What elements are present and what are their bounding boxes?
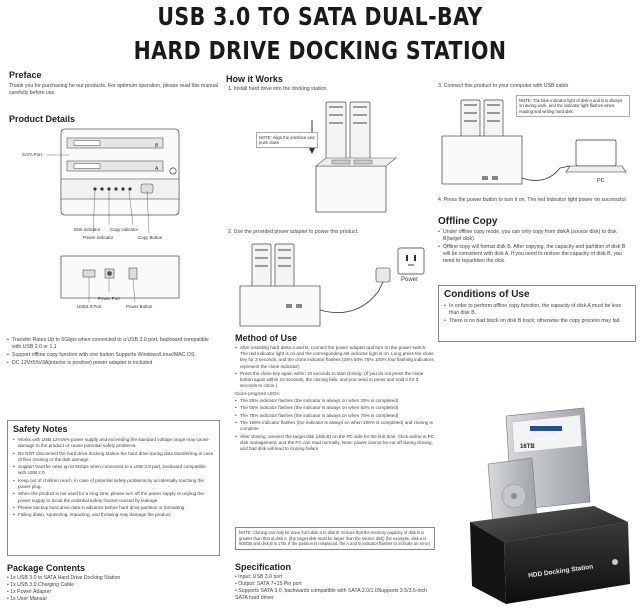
- method-item: • Press the clone key again within 10 seconds to start cloning. (If you do not press the clone button again within 10 seconds, the cloning fails, and you need to press and hold it for 3 seconds to clone.): [235, 371, 435, 390]
- safety-item: • Do NOT disconnect the hard drive docking station the hard drive during data transferring in case of files missing or the disk damage.: [13, 451, 214, 463]
- dock-rear-diagram: [9, 250, 209, 340]
- safety-item: • Keep out of children reach, in case of potential safety problems by accidentally touching the power plug.: [13, 478, 214, 490]
- feature-item: • Support offline copy function with one button Supports Windows/Linux/MAC OS: [7, 352, 219, 359]
- label-power-button: Power Button: [126, 304, 153, 309]
- conditions-item: • There is no bad block on disk B track; otherwise the copy process may fail.: [444, 318, 630, 325]
- safety-item: • Please backup hard drive data in advance before hard drive partition or formatting.: [13, 505, 214, 511]
- safety-item: • Falling down, squeezing, impacting, and throwing may damage the product.: [13, 512, 214, 518]
- title-line-2: HARD DRIVE DOCKING STATION: [133, 36, 507, 65]
- package-item: • 1x Power Adapter: [7, 589, 52, 595]
- package-section: [7, 563, 219, 603]
- step-4-text: 4. Press the power button to turn it on, The red indicator light power on successful: [438, 197, 626, 203]
- dock-label: HDD Docking Station: [527, 563, 594, 580]
- offline-copy-item: • Offline copy will format disk B. After copying, the capacity and partition of disk B will be consistent with disk A. If you need to restore the capacity of disk B, you need to repartition the disk.: [438, 244, 634, 265]
- package-heading: Package Contents: [7, 563, 86, 573]
- label-copy-indicator: Copy indicator: [110, 227, 139, 232]
- preface-text: Thank you for purchasing he our products. For optimum operation, please read this manual carefully before use.: [9, 83, 219, 96]
- product-photo: [444, 382, 636, 612]
- safety-list: [13, 437, 214, 519]
- pc-label: PC: [597, 178, 605, 184]
- hdd-brand: Western Digital: [532, 437, 558, 441]
- product-details-heading: Product Details: [9, 114, 76, 124]
- label-copy-button: Copy Button: [138, 235, 163, 240]
- offline-copy-heading: Offline Copy: [438, 216, 498, 227]
- progress-item: • After cloning, connect the target disk (disk B) on the PC side for the first time. Click online in PC disk management, and the PC can read normally. Note: power cannot be cut off during cloning, and bad disk will lead to cloning failure: [235, 434, 435, 453]
- label-power-indicator: Power indicator: [83, 235, 114, 240]
- step-1-text: 1. Install hard drive into the docking station.: [228, 86, 328, 92]
- safety-notes-box: [7, 420, 220, 556]
- label-power-port: Power Port: [98, 296, 120, 301]
- offline-copy-section: [438, 216, 634, 266]
- step-2-diagram: [226, 240, 431, 336]
- preface-heading: Preface: [9, 70, 42, 80]
- method-heading: Method of Use: [235, 333, 297, 343]
- method-item: • After installing hard disks a and B, connect the power adapter and turn on the power switch. The red indicator light is on and the corresponding AB indicator light is on. Long press the clone key for 3 seconds, and the clone indicator flashes (25% 50% 75% 100% four flashing indicators represent the clone indicator): [235, 345, 435, 370]
- spec-item: • Output: SATA 7+15 Pin port: [235, 581, 302, 587]
- progress-item: • The 25% indicator flashes (the indicator is always on when 25% is completed): [235, 398, 435, 404]
- label-slot-a: A: [155, 166, 159, 172]
- feature-item: • Transfer Rates Up to 5Gbps when connected to a USB 3.0 port, backward compatible with USB 2.0 or 1.1: [7, 337, 219, 351]
- progress-item: • The 100% indicator flashes (the indicator is always on when 100% is completed) and cloning is complete: [235, 420, 435, 432]
- hdd-capacity: 16TB: [520, 444, 535, 450]
- progress-heading: Clone progress LEDs:: [235, 390, 280, 396]
- step-1-diagram: [226, 96, 431, 226]
- safety-heading: Safety Notes: [13, 424, 68, 434]
- feature-item: • DC 12V±5%/3A(interior is positive) power adapter is included: [7, 360, 219, 367]
- package-item: • 1x User Manual: [7, 596, 47, 602]
- label-usb-port: USB3.0 Port: [77, 304, 102, 309]
- spec-item: • Input: USB 3.0 port: [235, 574, 283, 580]
- specification-heading: Specification: [235, 562, 292, 572]
- offline-copy-item: • Under offline copy mode, you can only copy from diskA (source disk) to disk B(target disk).: [438, 229, 634, 243]
- conditions-heading: Conditions of Use: [444, 289, 530, 300]
- label-slot-b: B: [155, 143, 159, 149]
- how-it-works-heading: How it Works: [226, 74, 283, 84]
- conditions-box: [438, 285, 636, 342]
- conditions-item: • In order to perform offline copy function, the capacity of disk A must be less than disk B.: [444, 303, 630, 317]
- step-1-note: NOTE: Align the interface and push down: [256, 132, 318, 148]
- step-3-note: NOTE: The blue indicator light of disk A and B is always on during work, and the indicator light flashes when reading and writing hard disk.: [516, 95, 630, 117]
- safety-item: • Works with USB 12V±5% power supply and exceeding the standard voltage range may cause damage to the product or cause potential safety problems.: [13, 437, 214, 449]
- specification-section: [235, 562, 435, 602]
- safety-item: • When the product is not used for a long time, please turn off the power supply or unplug the power supply to avoid the potential safety hazard caused by leakage.: [13, 491, 214, 503]
- step-2-text: 2. Use the provided power adapter to power this product.: [228, 229, 359, 235]
- step-3-text: 3. Connect this product to your computer with USB cable: [438, 83, 569, 89]
- title-line-1: USB 3.0 TO SATA DUAL-BAY: [157, 2, 483, 31]
- method-section: [235, 333, 435, 454]
- dock-front-diagram: [9, 125, 209, 245]
- features-list: [7, 337, 219, 369]
- progress-item: • The 75% indicator flashes (the indicator is always on when 75% is completed): [235, 413, 435, 419]
- preface-section: [9, 70, 219, 97]
- package-item: • 1x USB 3.0 to SATA Hard Drive Docking Station: [7, 575, 121, 581]
- label-sata-port: SATA Port: [22, 152, 42, 157]
- safety-item: • Support transfer rates up to 5Gbps when connected to a USB 3.0 port, backward compatible with USB 2.0.: [13, 464, 214, 476]
- package-item: • 1x USB 3.0 Charging Cable: [7, 582, 74, 588]
- spec-item: • Supports SATA 3.0, backwards compatible with SATA 2.0/1.0Supports 2.5/3.5-inch SATA hard driver: [235, 588, 428, 601]
- method-note: NOTE: Cloning can only be done from disk a to disk B. Ensure that the memory capacity of disk B is greater than that of disk a. (the target disk must be larger than the source disk) (for example, disk a is 500GB and disk B is 1TB. If the position is misplaced, the A and B indicator flashes to indicate an error): [235, 527, 435, 550]
- progress-item: • The 50% indicator flashes (the indicator is always on when 50% is completed): [235, 405, 435, 411]
- power-label: Power: [401, 277, 419, 283]
- label-disk-indicator: Disk indicator: [74, 227, 101, 232]
